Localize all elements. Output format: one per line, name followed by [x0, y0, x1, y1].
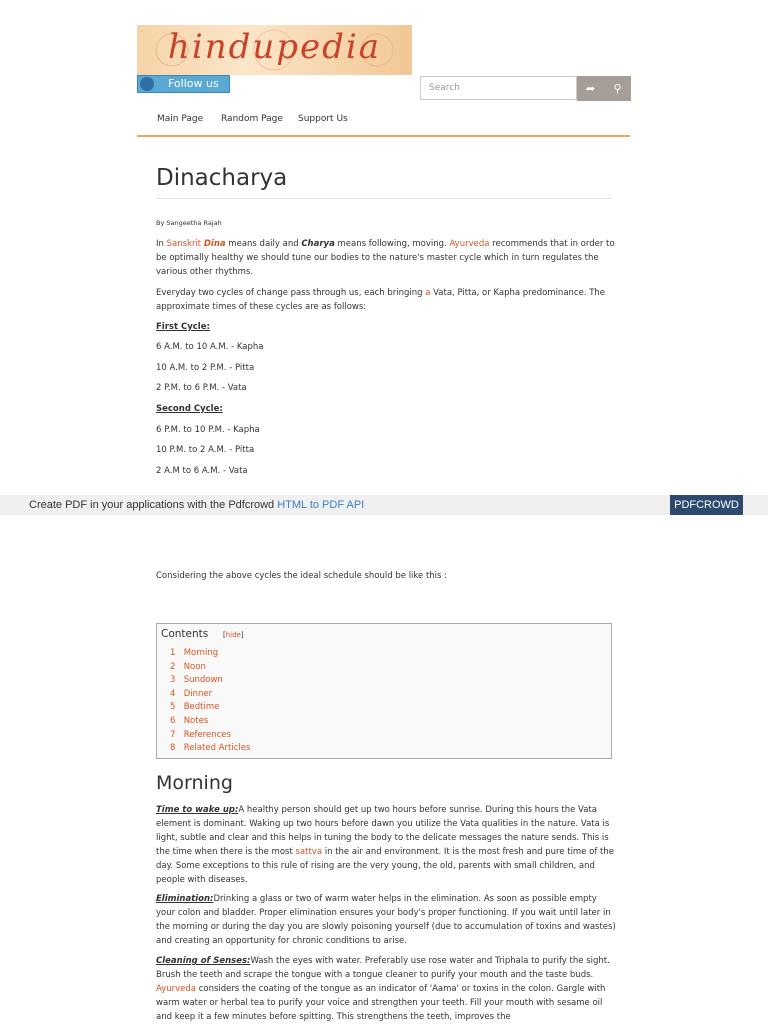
toc-item-dinner[interactable]: 4 Dinner — [170, 688, 213, 699]
first-cycle-item: 2 P.M. to 6 P.M. - Vata — [156, 383, 247, 393]
first-cycle-heading: First Cycle: — [156, 322, 210, 332]
nav-random-page[interactable]: Random Page — [221, 114, 283, 124]
nav-main-page[interactable]: Main Page — [157, 114, 204, 124]
second-cycle-heading: Second Cycle: — [156, 404, 223, 414]
page-title: Dinacharya — [156, 165, 288, 191]
pdfcrowd-api-link[interactable]: HTML to PDF API — [277, 499, 365, 511]
toc-item-bedtime[interactable]: 5 Bedtime — [170, 702, 220, 713]
toc-item-related-articles[interactable]: 8 Related Articles — [170, 743, 251, 754]
toc-item-notes[interactable]: 6 Notes — [170, 715, 209, 726]
go-button[interactable] — [577, 76, 604, 101]
sattva-link[interactable]: sattva — [295, 847, 323, 857]
considering-text: Considering the above cycles the ideal schedule should be like this : — [156, 571, 448, 581]
toc-hide-toggle[interactable]: [hide] — [223, 631, 244, 639]
arrow-right-icon: ➦ — [585, 82, 596, 95]
toc-item-references[interactable]: 7 References — [170, 729, 231, 740]
logo-text: hindupedia — [167, 27, 382, 67]
ayurveda-link[interactable]: Ayurveda — [449, 239, 490, 249]
follow-us-label: Follow us — [168, 77, 219, 90]
toc-title: Contents — [161, 628, 209, 640]
nav-divider — [137, 135, 630, 137]
second-cycle-item: 2 A.M to 6 A.M. - Vata — [156, 466, 248, 476]
ayurveda-link-2[interactable]: Ayurveda — [156, 984, 197, 994]
toc-list — [170, 647, 250, 756]
table-of-contents — [156, 623, 612, 759]
site-logo[interactable] — [137, 25, 412, 75]
follow-bird-icon — [140, 77, 154, 91]
dina-link[interactable]: Dina — [203, 239, 226, 249]
wake-up-paragraph: Time to wake up:A healthy person should get up two hours before sunrise. During this hours the Vata element is dominant. Waking up two hours before dawn you utilize the Vata qualities in the nature. Vata is light, subtle and clear and this helps in tuning the body to the delicate messages the nature sends. This is the time when there is the most sattva in the air and environment. It is the most fresh and pure time of the day. Some exceptions to this rule of rising are the very young, the old, parents with small children, and people with diseases. — [156, 805, 614, 885]
byline: By Sangeetha Rajah — [156, 219, 222, 227]
pdfcrowd-button[interactable]: PDFCROWD — [670, 495, 743, 515]
search-input[interactable]: Search — [420, 76, 577, 100]
elimination-paragraph: Elimination:Drinking a glass or two of warm water helps in the elimination. As soon as possible empty your colon and bladder. Proper elimination ensures your body's proper functioning. If you wait until later in the morning or during the day you are slowly poisoning yourself (due to accumulation of toxins and wastes) and creating an opportunity for chronic conditions to arise. — [156, 894, 616, 946]
search-icon: ⚲ — [613, 82, 622, 95]
toc-item-sundown[interactable]: 3 Sundown — [170, 675, 223, 686]
section-heading-morning: Morning — [156, 772, 233, 794]
nav-support-us[interactable]: Support Us — [298, 114, 348, 124]
a-link[interactable]: a — [425, 288, 431, 298]
toc-item-noon[interactable]: 2 Noon — [170, 661, 206, 672]
title-divider — [156, 198, 612, 199]
second-cycle-item: 6 P.M. to 10 P.M. - Kapha — [156, 425, 260, 435]
first-cycle-item: 6 A.M. to 10 A.M. - Kapha — [156, 342, 264, 352]
pdfcrowd-bar — [0, 495, 768, 515]
second-cycle-item: 10 P.M. to 2 A.M. - Pitta — [156, 445, 255, 455]
intro-paragraph: In Sanskrit Dina means daily and Charya means following, moving. Ayurveda recommends that in order to be optimally healthy we should tune our bodies to the nature's master cycle which in turn regulates the various other rhythms. — [156, 239, 615, 277]
follow-us-button[interactable] — [137, 75, 230, 93]
sanskrit-link[interactable]: Sanskrit — [166, 239, 202, 249]
cleaning-senses-paragraph: Cleaning of Senses:Wash the eyes with water. Preferably use rose water and Triphala to purify the sight. Brush the teeth and scrape the tongue with a tongue cleaner to purify your mouth and the taste buds. Ayurveda considers the coating of the tongue as an indicator of 'Aama' or toxins in the colon. Gargle with warm water or herbal tea to purify your voice and strengthen your teeth. Fill your mouth with sesame oil and keep it a few minutes before spitting. This strengthens the teeth, improves the — [156, 956, 610, 1022]
cycles-paragraph: Everyday two cycles of change pass through us, each bringing a Vata, Pitta, or Kapha predominance. The approximate times of these cycles are as follows: — [156, 288, 606, 312]
toc-item-morning[interactable]: 1 Morning — [170, 648, 219, 658]
search-button[interactable] — [604, 76, 631, 101]
pdfcrowd-text: Create PDF in your applications with the Pdfcrowd HTML to PDF API — [29, 499, 365, 511]
first-cycle-item: 10 A.M. to 2 P.M. - Pitta — [156, 363, 255, 373]
